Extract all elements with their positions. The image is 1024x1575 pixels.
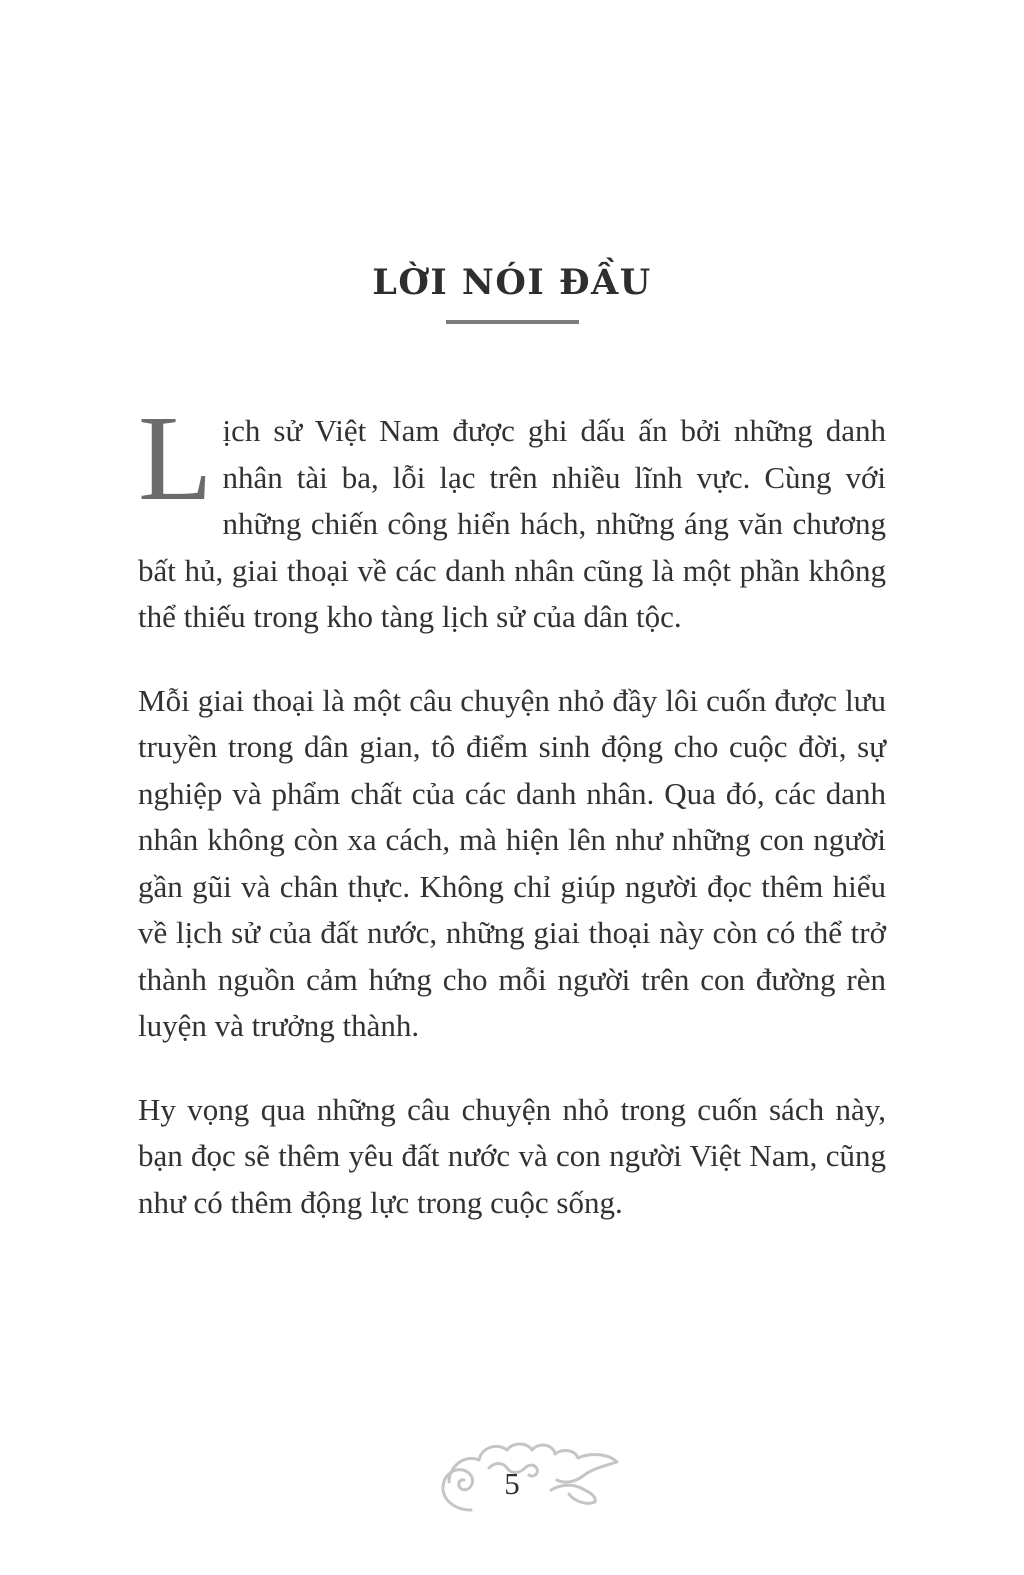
page-title: LỜI NÓI ĐẦU [372,262,652,303]
title-divider [446,320,579,324]
paragraph: Mỗi giai thoại là một câu chuyện nhỏ đầy lôi cuốn được lưu truyền trong dân gian, tô điểm sinh động cho cuộc đời, sự nghiệp và phẩm chất của các danh nhân. Qua đó, các danh nhân không còn xa cách, mà hiện lên như những con người gần gũi và chân thực. Không chỉ giúp người đọc thêm hiểu về lịch sử của đất nước, những giai thoại này còn có thể trở thành nguồn cảm hứng cho mỗi người trên con đường rèn luyện và trưởng thành. [138,682,886,1043]
page-number: 5 [504,1466,520,1501]
dropcap-letter: L [138,391,213,526]
chapter-header [0,0,1024,324]
paragraph-text: ịch sử Việt Nam được ghi dấu ấn bởi những danh nhân tài ba, lỗi lạc trên nhiều lĩnh vực. Cùng với những chiến công hiển hách, những áng văn chương bất hủ, giai thoại về các danh nhân cũng là một phần không thể thiếu trong kho tàng lịch sử của dân tộc. [138,413,886,634]
paragraph [138,391,886,641]
page-footer [0,1438,1024,1528]
body-text [138,391,886,1226]
paragraph: Hy vọng qua những câu chuyện nhỏ trong cuốn sách này, bạn đọc sẽ thêm yêu đất nước và con người Việt Nam, cũng như có thêm động lực trong cuộc sống. [138,1091,886,1220]
